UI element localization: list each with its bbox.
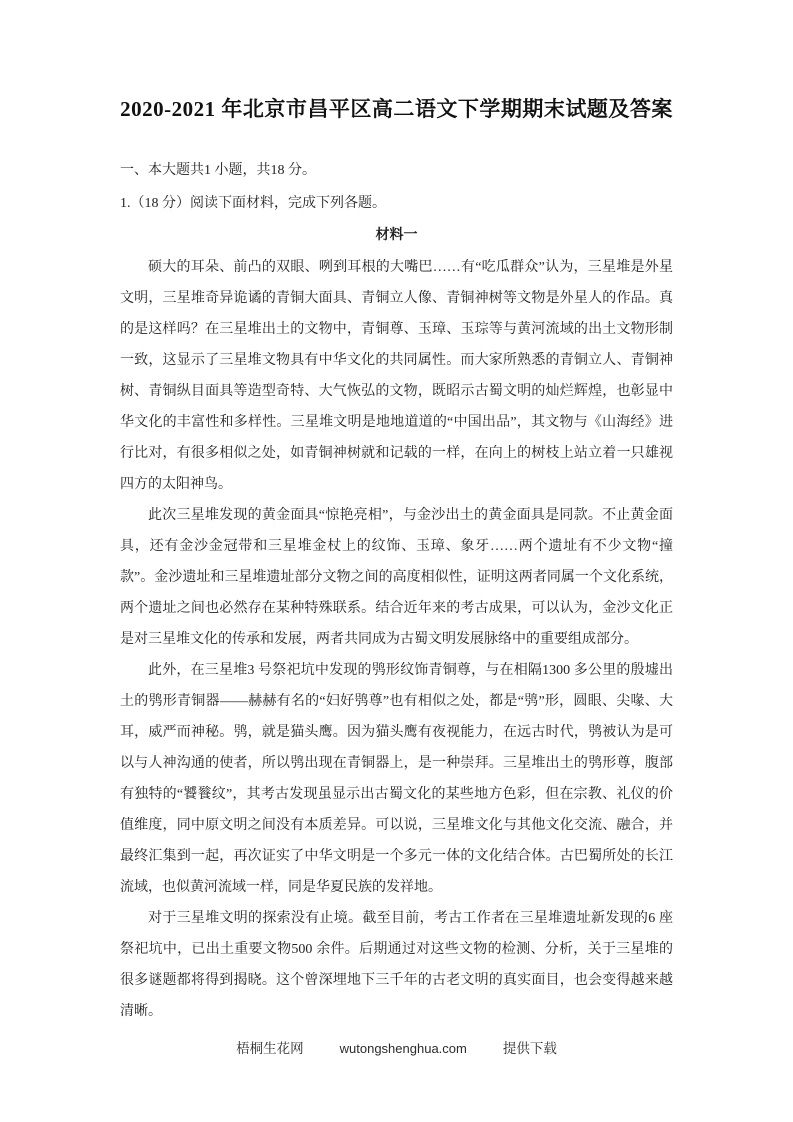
section-heading: 一、本大题共1 小题，共18 分。 <box>120 163 316 178</box>
question-intro: 1.（18 分）阅读下面材料，完成下列各题。 <box>120 196 386 211</box>
material-paragraph: 此外，在三星堆3 号祭祀坑中发现的鸮形纹饰青铜尊，与在相隔1300 多公里的殷墟出土的鸮形青铜器——赫赫有名的“妇好鸮尊”也有相似之处，都是“鸮”形，圆眼、尖喙、大耳，威严而神秘。鸮，就是猫头鹰。因为猫头鹰有夜视能力，在远古时代，鸮被认为是可以与人神沟通的使者，所以鸮出现在青铜器上，是一种崇拜。三星堆出土的鸮形尊，腹部有独特的“饕餮纹”，其考古发现虽显示出古蜀文化的某些地方色彩，但在宗教、礼仪的价值维度，同中原文明之间没有本质差异。可以说，三星堆文化与其他文化交流、融合，并最终汇集到一起，再次证实了中华文明是一个多元一体的文化结合体。古巴蜀所处的长江流域，也似黄河流域一样，同是华夏民族的发祥地。 <box>120 663 673 895</box>
footer-download-text: 提供下载 <box>502 1041 557 1056</box>
material-paragraph: 此次三星堆发现的黄金面具“惊艳亮相”，与金沙出土的黄金面具是同款。不止黄金面具，还有金沙金冠带和三星堆金杖上的纹饰、玉璋、象牙……两个遗址有不少文物“撞款”。金沙遗址和三星堆遗址部分文物之间的高度相似性，证明这两者同属一个文化系统，两个遗址之间也必然存在某种特殊联系。结合近年来的考古成果，可以认为，金沙文化正是对三星堆文化的传承和发展，两者共同成为古蜀文明发展脉络中的重要组成部分。 <box>120 508 673 647</box>
material-heading: 材料一 <box>375 228 418 243</box>
document-title: 2020-2021 年北京市昌平区高二语文下学期期末试题及答案 <box>120 97 673 121</box>
footer-site-name: 梧桐生花网 <box>236 1041 304 1056</box>
material-paragraph: 硕大的耳朵、前凸的双眼、咧到耳根的大嘴巴……有“吃瓜群众”认为，三星堆是外星文明，三星堆奇异诡谲的青铜大面具、青铜立人像、青铜神树等文物是外星人的作品。真的是这样吗？在三星堆出土的文物中，青铜尊、玉璋、玉琮等与黄河流域的出土文物形制一致，这显示了三星堆文物具有中华文化的共同属性。而大家所熟悉的青铜立人、青铜神树、青铜纵目面具等造型奇特、大气恢弘的文物，既昭示古蜀文明的灿烂辉煌，也彰显中华文化的丰富性和多样性。三星堆文明是地地道道的“中国出品”，其文物与《山海经》进行比对，有很多相似之处，如青铜神树就和记载的一样，在向上的树枝上站立着一只雄视四方的太阳神鸟。 <box>120 260 673 492</box>
footer-site-url: wutongshenghua.com <box>339 1041 467 1056</box>
page-footer <box>0 1038 793 1060</box>
material-paragraph: 对于三星堆文明的探索没有止境。截至目前，考古工作者在三星堆遗址新发现的6 座祭祀坑中，已出土重要文物500 余件。后期通过对这些文物的检测、分析，关于三星堆的很多谜题都将得到揭晓。这个曾深埋地下三千年的古老文明的真实面目，也会变得越来越清晰。 <box>120 911 673 1019</box>
